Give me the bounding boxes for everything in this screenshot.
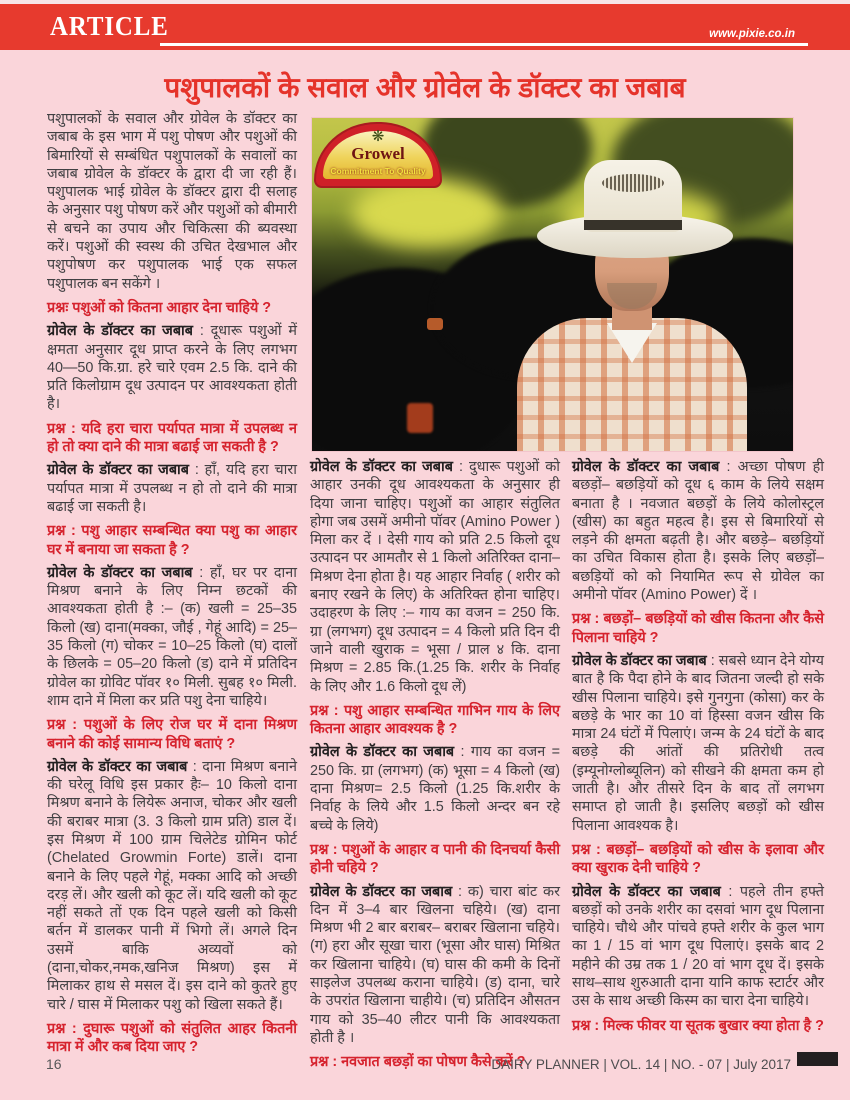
question-text: प्रश्न : बछड़ों– बछड़ियों को खीस कितना और कैसे पिलाना चाहिये ? <box>572 611 824 646</box>
header-band <box>0 4 850 50</box>
intro-paragraph: पशुपालकों के सवाल और ग्रोवेल के डॉक्टर का जबाब के इस भाग में पशु पोषण और पशुओं की बिमारियों से सम्बंधित पशुपालकों के सवालों का जबाब ग्रोवेल के डॉक्टर के द्वारा दी जा रही हैं। पशुपालक भाई ग्रोवेल के डॉक्टर द्वारा दी सलाह के अनुसार पशु पोषण करें और पशुओं को बीमारी से बचने का उपाय और चिकित्सा की ब्यवस्था करें। पशुओं की स्वस्थ की उचित देखभाल और पशुपोषण कर पशुपालक भाई एक सफल पशुपालक बन सकेंगे । <box>47 111 297 292</box>
answer-text: ग्रोवेल के डॉक्टर का जबाब : दूधारू पशुओं में क्षमता अनुसार दूध प्राप्त करने के लिए लगभग 40—50 कि.ग्रा. हरे चारे एवम 2.5 कि. दाने की प्रति किलोग्राम दूध उत्पादन पर आवश्यकता होती है। <box>47 323 297 413</box>
answer-lead: ग्रोवेल के डॉक्टर का जबाब <box>310 883 453 900</box>
question-text: प्रश्न : पशु आहार सम्बन्धित क्या पशु का आहार घर में बनाया जा सकता है ? <box>47 523 297 558</box>
cowboy-hat-weave <box>602 174 664 192</box>
article-photo <box>312 118 793 451</box>
answer-lead: ग्रोवेल के डॉक्टर का जबाब <box>572 883 721 900</box>
sunlit-grass <box>352 178 502 248</box>
cow-ear-tag <box>427 318 443 330</box>
question-text: प्रश्न : पशुओं के आहार व पानी की दिनचर्या कैसी होनी चहिये ? <box>310 841 560 877</box>
answer-lead: ग्रोवेल के डॉक्टर का जबाब <box>310 744 455 761</box>
text-column-middle <box>310 458 560 1077</box>
answer-lead: ग्रोवेल के डॉक्टर का जबाब <box>47 758 188 775</box>
answer-lead: ग्रोवेल के डॉक्टर का जबाब <box>47 323 193 340</box>
answer-text: ग्रोवेल के डॉक्टर का जबाब : गाय का वजन = 250 कि. ग्रा (लगभग) (क) भूसा = 4 किलो (ख) दाना मिश्रण= 2.5 किलो (1.25 कि.शरीर के निर्वाह के लिये और 1.5 किलो अन्दर बन रहे बच्चे के लिये) <box>310 744 560 834</box>
answer-text: ग्रोवेल के डॉक्टर का जबाब : सबसे ध्यान देने योग्य बात है कि पैदा होने के बाद जितना जल्दी हो सके खीस पिलाना चाहिये। इसे गुनगुना (कोसा) कर के बछड़े के भार का 10 वां हिस्सा वजन खीस कि मात्रा 24 घंटों में पिलाएं। जन्म के 24 घंटों के बाद बछड़े की आंतों की प्रतिरोधी तत्व (इम्यूनोग्लोब्यूलिन) को सीखने की क्षमता कम हो जाती है। और तीसरे दिन के बाद तों लगभग समाप्त हो जाती है। इसलिए बछड़ों को खीस पिलाना आवश्यक है। <box>572 652 824 834</box>
question-text: प्रश्न : यदि हरा चारा पर्यापत मात्रा में उपलब्ध न हो तो क्या दाने की मात्रा बढाई जा सकती है ? <box>47 420 297 456</box>
text-column-right <box>572 458 824 1040</box>
answer-text: ग्रोवेल के डॉक्टर का जबाब : हाँ, घर पर दाना मिश्रण बनाने के लिए निम्न छटकों की आवश्यकता होती है :– (क) खली = 25–35 किलो (ख) दाना(मक्का, जौई , गेहूं आदि) = 25–35 किलो (ग) चोकर = 10–25 किलो (घ) दालों के छिलके = 05–20 किलो (ड) दाने में प्रतिदिन ग्रोवेल का ग्रोविट पॉवर १० मिली. सुबह १० मिली. शाम दाने में मिला कर प्रति पशु देना चाहिये। <box>47 564 297 709</box>
answer-text: ग्रोवेल के डॉक्टर का जबाब : दुधारू पशुओं को आहार उनकी दूध आवश्यकता के अनुसार ही दिया जाना चाहिए। पशुओं का आहार संतुलित होगा जब उसमें अमीनो पॉवर (Amino Power ) मिला कर दें । देसी गाय को प्रति 2.5 किलो दूध उत्पादन पर आमतौर से 1 किलो अतिरिक्त दाना–मिश्रण देना होता है। यह आहार निर्वाह ( शरीर को बनाए रखने के लिए) के अतिरिक्त होना चाहिए। उदाहरण के लिए :– गाय का वजन = 250 कि. ग्रा (लगभग) दूध उत्पादन = 4 किलो प्रति दिन दी जाने वाली खुराक = भूसा / प्राल ४ कि. दाना मिश्रण = 2.85 कि.(1.25 कि. शरीर के निर्वाह के लिए और 1.6 किलो दूध लें) <box>310 459 560 695</box>
answer-text: ग्रोवेल के डॉक्टर का जबाब : अच्छा पोषण ही बछड़ों– बछड़ियों को दूध ६ काम के लिये सक्षम बनाता है । नवजात बछड़ों के लिये कोलोस्ट्रल (खीस) का बहुत महत्व है। इस से बिमारियों से लड़ने की क्षमता बढ़ती है। और बछड़े– बछड़ियों का उचित विकास होता है। इसके लिए बछड़ों– बछड़ियों को को नियामित रूप से ग्रोवेल का अमीनो पॉवर (Amino Power) दें । <box>572 459 824 604</box>
article-title: पशुपालकों के सवाल और ग्रोवेल के डॉक्टर का जबाब <box>164 72 686 103</box>
page-number: 16 <box>46 1056 62 1072</box>
growel-logo-name: Growel <box>351 144 405 163</box>
question-text: प्रश्नः पशुओं को कितना आहार देना चाहिये ? <box>47 299 272 316</box>
text-column-left <box>47 110 297 1062</box>
answer-text: ग्रोवेल के डॉक्टर का जबाब : हाँ, यदि हरा चारा पर्यापत मात्रा में उपलब्ध न हो तो दाने की मात्रा बढाई जा सकती है। <box>47 462 297 515</box>
question-text: प्रश्न : दुघारू पशुओं को संतुलित आहर कितनी मात्रा में और कब दिया जाए ? <box>47 1020 297 1056</box>
question-text: प्रश्न : पशु आहार सम्बन्धित गाभिन गाय के लिए कितना आहार आवश्यक है ? <box>310 702 560 738</box>
footer-black-bar <box>797 1052 838 1066</box>
growel-logo <box>314 122 442 188</box>
growel-logo-mark-icon: ❋ <box>371 128 385 145</box>
cow-ear-tag <box>407 403 433 433</box>
answer-lead: ग्रोवेल के डॉक्टर का जबाब <box>572 652 707 669</box>
question-text: प्रश्न : पशुओं के लिए रोज घर में दाना मिश्रण बनाने की कोई सामान्य विधि बताएं ? <box>47 717 297 752</box>
answer-text: ग्रोवेल के डॉक्टर का जबाब : क) चारा बांट कर दिन में 3–4 बार खिलना चहिये। (ख) दाना मिश्रण भी 2 बार बराबर– बराबर खिलाना चहिये। (ग) हरा और सूखा चारा (भूसा और घास) मिश्रित कर खिलाना चाहिये। (घ) घास की कमी के दिनों साइलेज उपलब्ध कराना चाहिये। (ड) दाना, चारे के उपरांत खिलाना चाहीये। (च) प्रतिदिन औसतन गाय को 35–40 लीटर पानी कि आवश्यकता होती है । <box>310 883 560 1046</box>
section-label: ARTICLE <box>50 11 169 41</box>
answer-text: ग्रोवेल के डॉक्टर का जबाब : पहले तीन हफ्ते बछड़ों को उनके शरीर का दसवां भाग दूध पिलाना चाहिये। चौथे और पांचवे हफ्ते शरीर के कुल भाग का 1 / 15 वां भाग दूध पिलाएं। इसके बाद 2 महीने की उम्र तक 1 / 20 वां भाग दूध दें। इसके साथ–साथ शुरुआती दाना यानि काफ स्टार्टर और उस के साथ अच्छी किस्म का चारा देना चाहिये। <box>572 883 824 1010</box>
answer-lead: ग्रोवेल के डॉक्टर का जबाब <box>310 459 453 475</box>
question-text: प्रश्न : मिल्क फीवर या सूतक बुखार क्या होता है ? <box>572 1017 824 1034</box>
growel-logo-tagline: Commitment To Quality <box>330 166 426 176</box>
answer-lead: ग्रोवेल के डॉक्टर का जबाब <box>572 459 720 475</box>
question-text: प्रश्न : बछड़ों– बछड़ियों को खीस के इलावा और क्या खुराक देनी चाहिये ? <box>572 841 824 877</box>
question-text: प्रश्न : नवजात बछड़ों का पोषण कैसे करें ? <box>310 1054 526 1071</box>
journal-info: DAIRY PLANNER | VOL. 14 | NO. - 07 | July 2017 <box>491 1057 791 1072</box>
website-url: www.pixie.co.in <box>709 28 795 40</box>
answer-text: ग्रोवेल के डॉक्टर का जबाब : दाना मिश्रण बनाने की घरेलू विधि इस प्रकार हैः– 10 किलो दाना मिश्रण बनाने के लियेरू अनाज, चोकर और खली की बराबर मात्रा (3. 3 किलो ग्राम प्रति) डाल दें। इस मिश्रण में 100 ग्राम चिलेटेड ग्रोमिन फोर्ट (Chelated Growmin Forte) डालें। दाना बनाने के लिए पहले गेहूं, मक्का आदि को अच्छी दरड़ लें। और खली को कूट लें। यदि खली को कूट नहीं सकते तों एक दिन पहले खली को किसी बर्तन में डालकर पानी में भिगो लें। अगले दिन उसमें बाकि अव्यवों को (दाना,चोकर,नमक,खनिज मिश्रण) इस में मिलाकर हाथ से मसल दें। इस दाने को कुतरे हुए चारे / घास में मिलाकर पशु को खिला सकते हैं। <box>47 758 297 1013</box>
cowboy-hat-band <box>584 220 682 230</box>
answer-lead: ग्रोवेल के डॉक्टर का जबाब <box>47 564 193 581</box>
header-underline <box>160 43 808 46</box>
answer-lead: ग्रोवेल के डॉक्टर का जबाब <box>47 462 190 479</box>
